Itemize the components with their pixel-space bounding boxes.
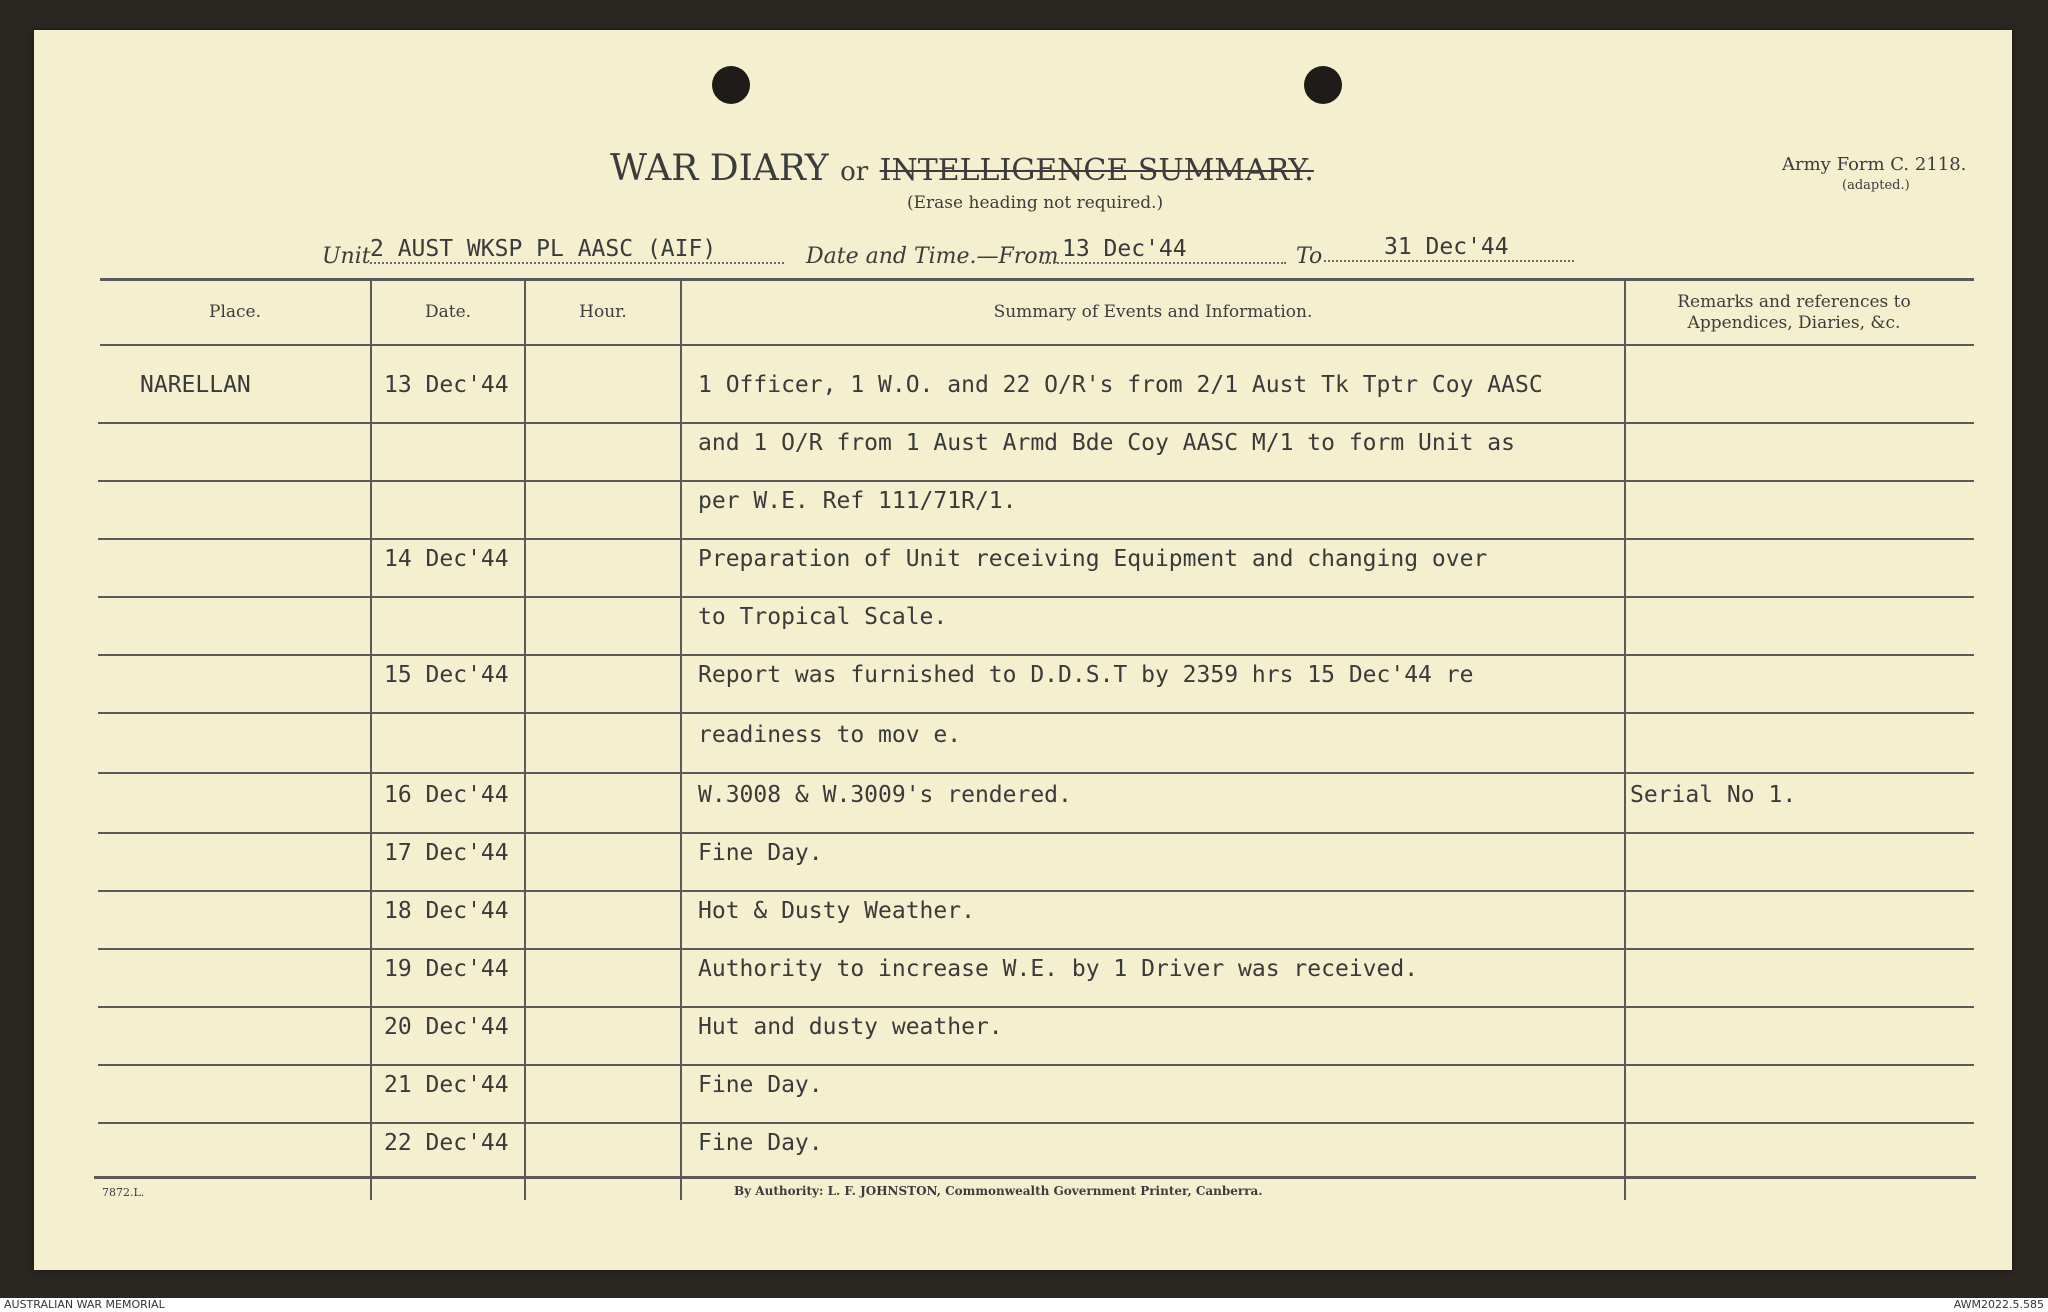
entry-summary: Fine Day. [698, 840, 823, 866]
from-date-value: 13 Dec'44 [1042, 236, 1286, 264]
entry-summary: per W.E. Ref 111/71R/1. [698, 488, 1017, 514]
entry-summary: Authority to increase W.E. by 1 Driver was received. [698, 956, 1419, 982]
column-header-remarks: Remarks and references to Appendices, Diaries, &c. [1677, 292, 1911, 333]
entry-place: NARELLAN [140, 372, 251, 398]
archive-name: AUSTRALIAN WAR MEMORIAL [4, 1298, 165, 1311]
table-bottom-rule [94, 1176, 1976, 1179]
row-rule [98, 712, 1974, 714]
row-rule [98, 422, 1974, 424]
punch-hole-right [1304, 66, 1342, 104]
entry-summary: Fine Day. [698, 1130, 823, 1156]
row-rule [98, 538, 1974, 540]
to-label: To [1296, 244, 1323, 269]
entry-date: 13 Dec'44 [384, 372, 509, 398]
entry-summary: Preparation of Unit receiving Equipment and changing over [698, 546, 1488, 572]
army-form-number: Army Form C. 2118. [1782, 154, 1967, 175]
entry-date: 21 Dec'44 [384, 1072, 509, 1098]
row-rule [98, 1064, 1974, 1066]
erase-heading-note: (Erase heading not required.) [907, 193, 1164, 213]
printer-authority: By Authority: L. F. JOHNSTON, Commonwealth Government Printer, Canberra. [734, 1184, 1263, 1198]
entry-summary: readiness to mov e. [698, 722, 962, 748]
entry-summary: Hot & Dusty Weather. [698, 898, 975, 924]
column-header-place: Place. [209, 302, 261, 322]
title-war-diary: WAR DIARY [610, 148, 829, 189]
entry-summary: and 1 O/R from 1 Aust Armd Bde Coy AASC M/1 to form Unit as [698, 430, 1515, 456]
army-form-adapted: (adapted.) [1842, 178, 1910, 193]
column-divider-place [370, 280, 372, 1200]
to-date-value: 31 Dec'44 [1324, 234, 1574, 262]
table-top-rule [100, 278, 1974, 281]
column-divider-hour [680, 280, 682, 1200]
entry-summary: W.3008 & W.3009's rendered. [698, 782, 1072, 808]
entry-summary: Report was furnished to D.D.S.T by 2359 hrs 15 Dec'44 re [698, 662, 1474, 688]
punch-hole-left [712, 66, 750, 104]
entry-summary: to Tropical Scale. [698, 604, 948, 630]
date-time-from-label: Date and Time.—From [806, 244, 1059, 269]
entry-summary: 1 Officer, 1 W.O. and 22 O/R's from 2/1 Aust Tk Tptr Coy AASC [698, 372, 1543, 398]
unit-label: Unit [322, 244, 371, 269]
entry-date: 20 Dec'44 [384, 1014, 509, 1040]
title-or: or [840, 157, 869, 187]
row-rule [98, 772, 1974, 774]
column-divider-summary [1624, 280, 1626, 1200]
unit-value: 2 AUST WKSP PL AASC (AIF) [370, 236, 784, 264]
entry-summary: Hut and dusty weather. [698, 1014, 1003, 1040]
row-rule [98, 596, 1974, 598]
row-rule [98, 832, 1974, 834]
row-rule [98, 1006, 1974, 1008]
entry-date: 15 Dec'44 [384, 662, 509, 688]
row-rule [98, 654, 1974, 656]
form-code: 7872.L. [102, 1186, 145, 1199]
title-heading [610, 148, 1314, 189]
table-header-rule [100, 344, 1974, 346]
row-rule [98, 480, 1974, 482]
column-header-date: Date. [424, 302, 472, 322]
entry-remarks: Serial No 1. [1630, 782, 1797, 808]
row-rule [98, 1122, 1974, 1124]
row-rule [98, 948, 1974, 950]
entry-date: 22 Dec'44 [384, 1130, 509, 1156]
column-header-summary: Summary of Events and Information. [993, 302, 1313, 322]
entry-date: 18 Dec'44 [384, 898, 509, 924]
entry-date: 19 Dec'44 [384, 956, 509, 982]
archive-accession-number: AWM2022.5.585 [1953, 1298, 2044, 1311]
title-intelligence-summary: INTELLIGENCE SUMMARY. [879, 153, 1314, 188]
entry-summary: Fine Day. [698, 1072, 823, 1098]
archive-caption-bar [0, 1298, 2048, 1312]
entry-date: 17 Dec'44 [384, 840, 509, 866]
column-header-hour: Hour. [579, 302, 627, 322]
entry-date: 14 Dec'44 [384, 546, 509, 572]
war-diary-sheet [34, 30, 2012, 1270]
entry-date: 16 Dec'44 [384, 782, 509, 808]
column-divider-date [524, 280, 526, 1200]
row-rule [98, 890, 1974, 892]
